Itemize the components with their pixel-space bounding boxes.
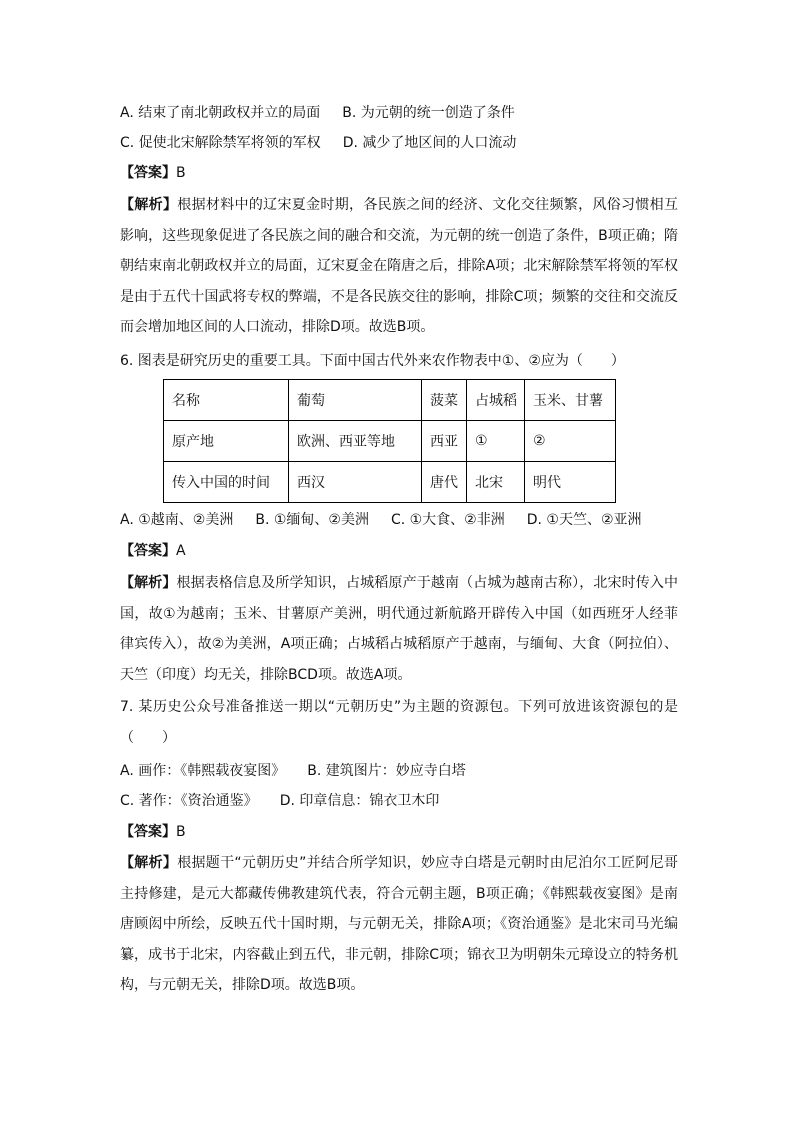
table-cell: 西亚 [422,421,467,462]
q6-answer-value: A [176,543,186,559]
q5-analysis [120,190,678,343]
q5-options-row1 [120,103,515,123]
q6-option-a: A. ①越南、②美洲 [120,512,234,528]
q6-analysis [120,568,678,690]
q7-stem: 7. 某历史公众号准备推送一期以“元朝历史”为主题的资源包。下列可放进该资源包的是（ ） [120,699,678,746]
q6-option-d: D. ①天竺、②亚洲 [526,512,642,528]
table-row [164,421,616,462]
table-cell: 葡萄 [289,380,422,421]
q7-answer [120,822,186,842]
q7-answer-label: 【答案】 [120,824,176,840]
table-cell: 传入中国的时间 [164,462,289,503]
q6-options [120,510,642,530]
table-row [164,462,616,503]
q6-analysis-label: 【解析】 [120,575,177,591]
q7-answer-value: B [176,824,186,840]
q5-answer-label: 【答案】 [120,165,176,181]
table-cell: 西汉 [289,462,422,503]
q5-analysis-label: 【解析】 [120,197,178,213]
q6-option-c: C. ①大食、②非洲 [390,512,505,528]
table-cell: 欧洲、西亚等地 [289,421,422,462]
q5-option-c: C. 促使北宋解除禁军将领的军权 [120,135,321,151]
table-cell: 北宋 [467,462,525,503]
q5-option-b: B. 为元朝的统一创造了条件 [342,105,515,121]
table-cell: 玉米、甘薯 [525,380,616,421]
q6-option-b: B. ①缅甸、②美洲 [255,512,369,528]
q7-analysis-label: 【解析】 [120,855,178,871]
q6-answer-label: 【答案】 [120,543,176,559]
q6-stem: 6. 图表是研究历史的重要工具。下面中国古代外来农作物表中①、②应为（ ） [120,353,625,369]
q5-option-d: D. 减少了地区间的人口流动 [342,135,517,151]
q6-analysis-text: 根据表格信息及所学知识，占城稻原产于越南（占城为越南古称），北宋时传入中国，故①为越南；玉米、甘薯原产美洲，明代通过新航路开辟传入中国（如西班牙人经菲律宾传入），故②为美洲，A项正确；占城稻占城稻原产于越南，与缅甸、大食（阿拉伯）、天竺（印度）均无关，排除BCD项。故选A项。 [120,575,679,683]
q5-answer-value: B [176,165,186,181]
q7-option-a: A. 画作：《韩熙载夜宴图》 [120,763,286,779]
table-cell: 原产地 [164,421,289,462]
q7-option-d: D. 印章信息：锦衣卫木印 [279,793,440,809]
q5-analysis-text: 根据材料中的辽宋夏金时期，各民族之间的经济、文化交往频繁，风俗习惯相互影响，这些现象促进了各民族之间的融合和交流，为元朝的统一创造了条件，B项正确；隋朝结束南北朝政权并立的局面，辽宋夏金在隋唐之后，排除A项；北宋解除禁军将领的军权是由于五代十国武将专权的弊端，不是各民族交往的影响，排除C项；频繁的交往和交流反而会增加地区间的人口流动，排除D项。故选B项。 [120,197,679,335]
q5-answer [120,163,186,183]
table-row [164,380,616,421]
table-cell: 明代 [525,462,616,503]
crops-table [163,379,616,503]
q7-option-b: B. 建筑图片：妙应寺白塔 [307,763,466,779]
q6-answer [120,541,186,561]
table-cell: 占城稻 [467,380,525,421]
table-cell: 菠菜 [422,380,467,421]
q7-analysis [120,848,678,1001]
q5-option-a: A. 结束了南北朝政权并立的局面 [120,105,321,121]
table-cell: ① [467,421,525,462]
table-cell: 唐代 [422,462,467,503]
table-cell: 名称 [164,380,289,421]
q5-options-row2 [120,133,516,153]
q7-analysis-text: 根据题干“元朝历史”并结合所学知识，妙应寺白塔是元朝时由尼泊尔工匠阿尼哥主持修建，是元大都藏传佛教建筑代表，符合元朝主题，B项正确；《韩熙载夜宴图》是南唐顾闳中所绘，反映五代十国时期，与元朝无关，排除A项；《资治通鉴》是北宋司马光编纂，成书于北宋，内容截止到五代，非元朝，排除C项；锦衣卫为明朝朱元璋设立的特务机构，与元朝无关，排除D项。故选B项。 [120,855,678,993]
q7-option-c: C. 著作：《资治通鉴》 [120,793,258,809]
q7-options-row2 [120,791,439,811]
table-cell: ② [525,421,616,462]
q7-options-row1 [120,761,466,781]
